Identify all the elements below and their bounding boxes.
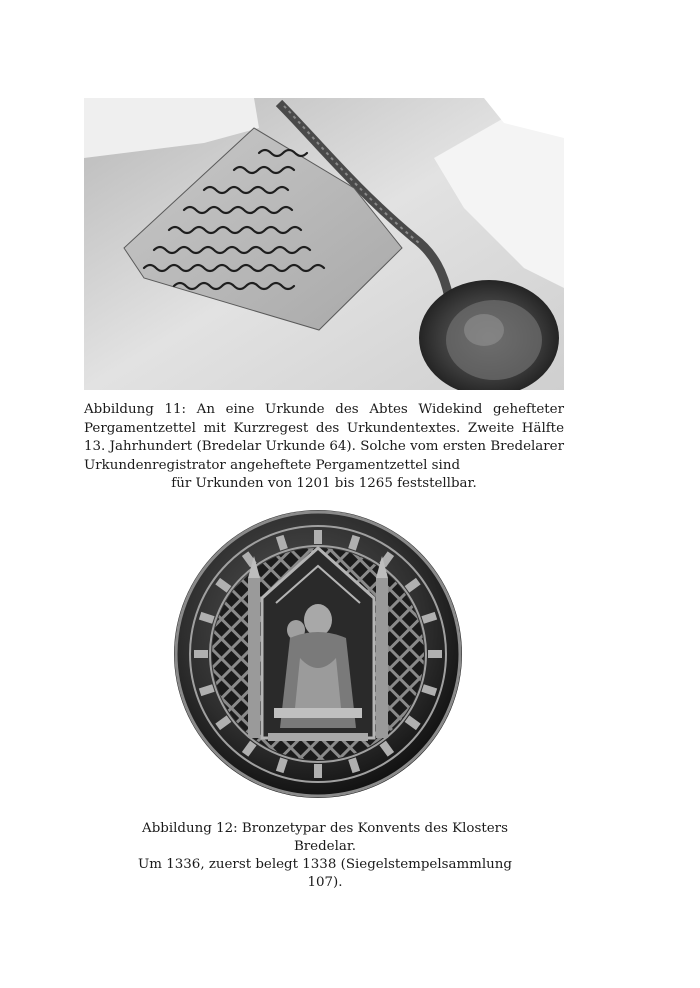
figure-12-caption-line-2: Um 1336, zuerst belegt 1338 (Siegelstempelsammlung 107).	[138, 857, 512, 890]
bronze-seal-photo	[172, 508, 464, 800]
parchment-label-photo	[84, 98, 564, 390]
figure-11-caption	[84, 401, 564, 494]
figure-12-caption-line-1: Abbildung 12: Bronzetypar des Konvents des Klosters Bredelar.	[142, 821, 508, 854]
figure-12-caption	[120, 820, 530, 892]
figure-11-caption-text: Abbildung 11: An eine Urkunde des Abtes Widekind gehefteter Pergamentzettel mit Kurzregest des Urkundentextes. Zweite Hälfte 13. Jahrhundert (Bredelar Urkunde 64). Solche vom ersten Bredelarer Urkundenregistrator angeheftete Pergamentzettel sind	[84, 402, 564, 473]
figure-11-caption-last-line: für Urkunden von 1201 bis 1265 feststellbar.	[171, 476, 477, 491]
